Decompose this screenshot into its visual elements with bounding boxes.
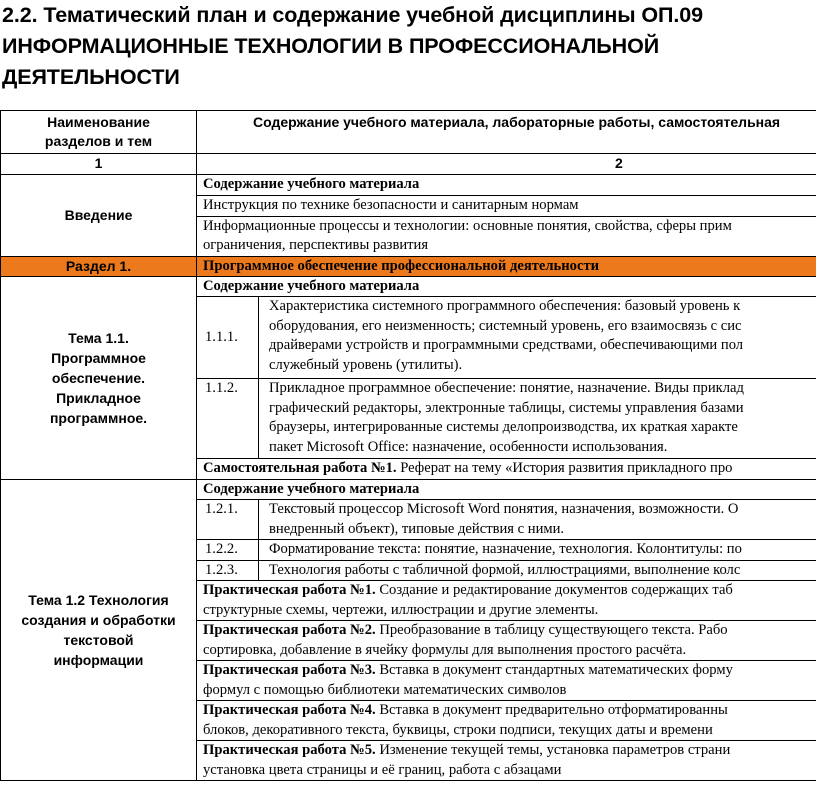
item-text-line: пакет Microsoft Office: назначение, особенности использования. — [269, 438, 668, 455]
intro-item-2 — [197, 216, 816, 256]
self-work-label: Самостоятельная работа №1. — [203, 460, 397, 476]
item-number: 1.1.1. — [197, 297, 259, 379]
topic-1-2-name-line1: Тема 1.2 Технология — [28, 591, 169, 608]
practical-label: Практическая работа №2. — [203, 622, 376, 638]
practical-text: сортировка, добавление в ячейку формулы для выполнения простого расчёта. — [203, 641, 687, 658]
topic-1-2-item-3 — [259, 560, 816, 581]
item-text-line: Форматирование текста: понятие, назначение, технология. Колонтитулы: по — [269, 541, 742, 557]
practical-label: Практическая работа №3. — [203, 662, 376, 678]
topic-1-1-content-label: Содержание учебного материала — [197, 276, 816, 297]
intro-item-1 — [197, 196, 816, 217]
practical-text: установка цвета страницы и её границ, работа с абзацами — [203, 761, 562, 778]
intro-item-2-line1: Информационные процессы и технологии: основные понятия, свойства, сферы прим — [203, 217, 732, 234]
topic-1-2-name — [1, 479, 197, 781]
practical-text: Создание и редактирование документов содержащих таб — [375, 582, 733, 598]
intro-item-2-line2: ограничения, перспективы развития — [203, 237, 429, 253]
item-text-line: Текстовый процессор Microsoft Word понятия, назначения, возможности. О — [269, 501, 739, 517]
section-1-title — [197, 256, 816, 276]
intro-name: Введение — [1, 175, 197, 257]
section-row — [1, 256, 816, 276]
self-work-text: Реферат на тему «История развития прикладного про — [396, 460, 733, 476]
practical-label: Практическая работа №4. — [203, 702, 376, 718]
item-text-line: внедренный объект), типовые действия с ними. — [269, 520, 565, 537]
item-text-line: оборудования, его неизменность; системный уровень, его взаимосвязь с сис — [269, 317, 742, 334]
page-title — [2, 0, 816, 93]
intro-item-1-text: Инструкция по технике безопасности и санитарным нормам — [203, 197, 579, 213]
practical-work-2 — [197, 621, 816, 661]
topic-1-2-name-line3: текстовой — [63, 631, 134, 648]
practical-text: Вставка в документ стандартных математических форму — [375, 662, 733, 678]
item-text-line: графический редакторы, электронные таблицы, системы управления базами — [269, 399, 744, 416]
col-number-2: 2 — [197, 154, 816, 175]
practical-work-1 — [197, 581, 816, 621]
title-line-3: ДЕЯТЕЛЬНОСТИ — [2, 65, 180, 89]
item-number: 1.2.3. — [197, 560, 259, 581]
section-1-title-text: Программное обеспечение профессиональной деятельности — [203, 257, 600, 274]
practical-text: Вставка в документ предварительно отформатированны — [375, 702, 728, 718]
header-col-content — [197, 111, 816, 154]
intro-content-label: Содержание учебного материала — [197, 175, 816, 196]
practical-label: Практическая работа №1. — [203, 582, 376, 598]
table-header-row — [1, 111, 816, 154]
title-line-2: ИНФОРМАЦИОННЫЕ ТЕХНОЛОГИИ В ПРОФЕССИОНАЛЬНОЙ — [2, 34, 660, 58]
table-number-row — [1, 154, 816, 175]
topic-1-1-name-line4: Прикладное — [56, 389, 141, 406]
item-text-line: Прикладное программное обеспечение: понятие, назначение. Виды приклад — [269, 380, 744, 396]
topic-1-2-name-line4: информации — [53, 651, 144, 668]
topic-1-2-content-label: Содержание учебного материала — [197, 479, 816, 500]
section-1-name: Раздел 1. — [1, 256, 197, 276]
header-col2-text: Содержание учебного материала, лабораторные работы, самостоятельная — [253, 114, 781, 130]
item-text-line: браузеры, интегрированные системы делопроизводства, их краткая характе — [269, 419, 738, 435]
practical-label: Практическая работа №5. — [203, 742, 376, 758]
practical-work-4 — [197, 701, 816, 741]
col-number-1: 1 — [1, 154, 197, 175]
item-number: 1.1.2. — [197, 379, 259, 459]
practical-text: структурные схемы, чертежи, иллюстрации и другие элементы. — [203, 601, 599, 618]
header-col1-line1: Наименование — [47, 114, 150, 130]
topic-1-1-self-work — [197, 459, 816, 480]
title-line-1: 2.2. Тематический план и содержание учебной дисциплины ОП.09 — [2, 3, 703, 27]
item-text-line: Технология работы с табличной формой, иллюстрациями, выполнение колс — [269, 561, 741, 578]
table-row — [1, 479, 816, 500]
topic-1-1-name-line3: обеспечение. — [51, 369, 146, 386]
topic-1-1-name-line1: Тема 1.1. — [68, 329, 129, 346]
practical-text: блоков, декоративного текста, буквицы, строки подписи, текущих даты и времени — [203, 721, 713, 738]
item-text-line: драйверами устройств и программными средствами, обеспечивающими пол — [269, 337, 744, 353]
header-col1-line2: разделов и тем — [44, 133, 153, 149]
topic-1-1-name — [1, 276, 197, 479]
header-col-sections — [1, 111, 197, 154]
table-row — [1, 276, 816, 297]
practical-text: Преобразование в таблицу существующего текста. Рабо — [375, 622, 728, 638]
practical-text: формул с помощью библиотеки математических символов — [203, 681, 567, 698]
practical-work-3 — [197, 661, 816, 701]
topic-1-1-item-1 — [259, 297, 816, 379]
topic-1-1-name-line5: программное. — [49, 409, 148, 426]
topic-1-1-item-2 — [259, 379, 816, 459]
table-row — [1, 175, 816, 196]
item-text-line: Характеристика системного программного обеспечения: базовый уровень к — [269, 298, 741, 314]
topic-1-1-name-line2: Программное — [51, 349, 146, 366]
item-number: 1.2.1. — [197, 500, 259, 540]
item-number: 1.2.2. — [197, 540, 259, 561]
practical-work-5 — [197, 741, 816, 781]
curriculum-table-wrapper — [0, 110, 816, 781]
item-text-line: служебный уровень (утилиты). — [269, 356, 463, 373]
topic-1-2-item-1 — [259, 500, 816, 540]
topic-1-2-name-line2: создания и обработки — [21, 611, 176, 628]
practical-text: Изменение текущей темы, установка параметров страни — [375, 742, 731, 758]
topic-1-2-item-2 — [259, 540, 816, 561]
curriculum-table — [0, 110, 816, 781]
